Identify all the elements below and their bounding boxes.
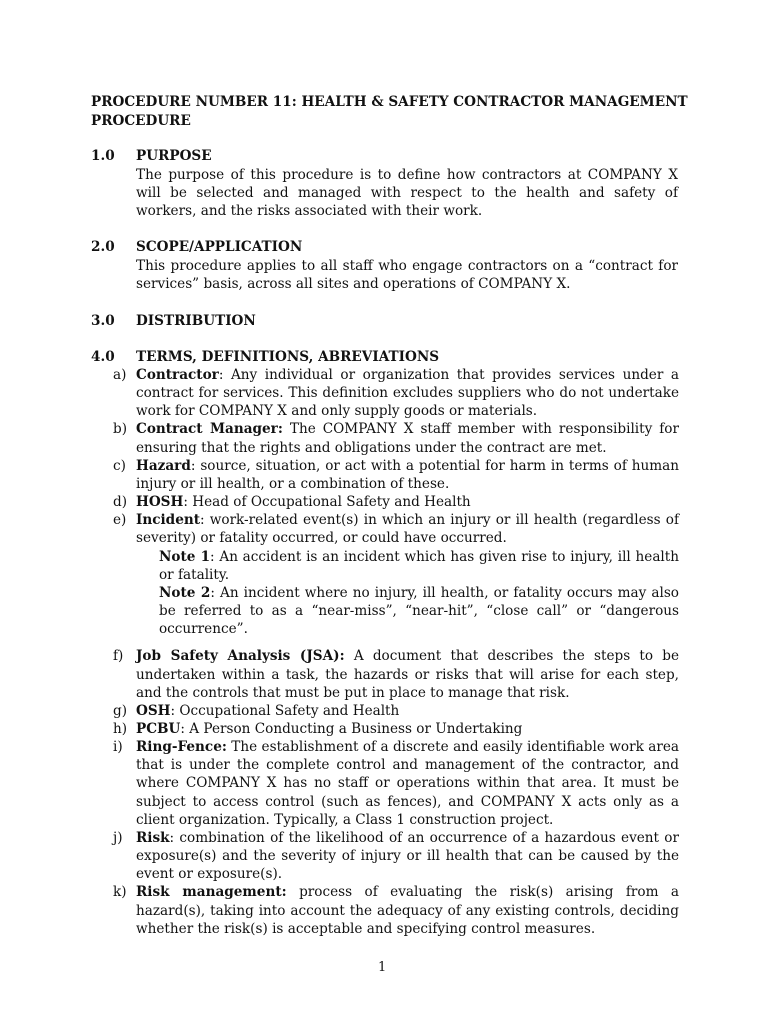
definition-term: HOSH [136,494,184,511]
note-text: : An accident is an incident which has given rise to injury, ill health or fatality. [159,548,679,583]
section-title: PURPOSE [136,148,212,164]
definition-hazard [113,457,679,493]
incident-note-1 [159,548,679,584]
section-terms [91,348,691,367]
definition-term: Contract Manager: [136,421,283,438]
note-text: : An incident where no injury, ill health, or fatality occurs may also be referred to as a “near-miss”, “near-hit”, “close call” or “dangerous occurrence”. [159,584,679,638]
section-heading [91,238,691,257]
section-number: 3.0 [91,313,115,329]
section-number: 4.0 [91,349,115,365]
definition-label: c) [113,457,126,474]
definition-jsa [113,647,679,701]
section-distribution [91,312,691,331]
definition-label: f) [113,648,124,665]
definition-contract-manager [113,420,679,456]
definition-label: b) [113,421,128,438]
definition-text: The establishment of a discrete and easily identifiable work area that is under the complete control and management of the contractor, and where COMPANY X has no staff or operations within that area. It must be subject to access control (such as fences), and COMPANY X acts only as a client organization. Typically, a Class 1 construction project. [136,739,679,828]
definition-text: : combination of the likelihood of an occurrence of a hazardous event or exposure(s) and the severity of injury or ill health that can be caused by the event or exposure(s). [136,829,679,883]
definition-contractor [113,366,679,420]
definition-term: Risk [136,829,170,846]
definition-incident [113,511,679,638]
section-title: SCOPE/APPLICATION [136,239,303,255]
definition-pcbu [113,720,679,738]
incident-note-2 [159,584,679,638]
section-heading [91,348,691,367]
definition-term: Incident [136,512,200,529]
definition-label: h) [113,720,128,737]
definition-text: A document that describes the steps to be undertaken within a task, the hazards or risks that will arise for each step, and the controls that must be put in place to manage that risk. [136,648,679,701]
definition-label: a) [113,367,127,383]
definition-term: PCBU [136,720,181,737]
definition-label: d) [113,494,128,511]
section-body: The purpose of this procedure is to define how contractors at COMPANY X will be selected and managed with respect to the health and safety of workers, and the risks associated with their work. [136,166,678,220]
definition-label: g) [113,702,128,719]
definition-text: : work-related event(s) in which an injury or ill health (regardless of severity) or fatality occurred, or could have occurred. [136,512,679,547]
page-number: 1 [378,960,387,975]
definition-label: e) [113,512,127,529]
section-title: DISTRIBUTION [136,313,256,329]
section-number: 2.0 [91,239,115,255]
section-heading [91,147,691,166]
definition-text: : source, situation, or act with a potential for harm in terms of human injury or ill health, or a combination of these. [136,457,679,492]
section-purpose [91,147,691,220]
section-body: This procedure applies to all staff who engage contractors on a “contract for services” basis, across all sites and operations of COMPANY X. [136,257,678,292]
section-number: 1.0 [91,148,115,164]
definition-text: : Occupational Safety and Health [170,702,400,719]
document-title: PROCEDURE NUMBER 11: HEALTH & SAFETY CONTRACTOR MANAGEMENT PROCEDURE [91,94,688,129]
definition-term: OSH [136,702,171,719]
note-term: Note 2 [159,584,211,601]
definition-label: j) [113,829,123,846]
definition-text: : Any individual or organization that provides services under a contract for services. This definition excludes suppliers who do not undertake work for COMPANY X and only supply goods or materials. [136,367,679,420]
note-term: Note 1 [159,548,211,565]
definition-risk-management [113,883,679,937]
definition-osh [113,702,679,720]
definition-term: Job Safety Analysis (JSA): [136,648,345,665]
definition-term: Ring-Fence: [136,739,227,756]
definition-term: Contractor [136,367,219,383]
definition-text: : A Person Conducting a Business or Undertaking [180,720,523,737]
section-heading [91,312,691,331]
definition-term: Risk management: [136,884,287,901]
definition-term: Hazard [136,457,191,474]
definition-text: : Head of Occupational Safety and Health [183,494,471,511]
definition-hosh [113,493,679,511]
section-title: TERMS, DEFINITIONS, ABREVIATIONS [136,349,440,365]
definition-text: The COMPANY X staff member with responsibility for ensuring that the rights and obligations under the contract are met. [136,421,679,456]
definition-text: process of evaluating the risk(s) arising from a hazard(s), taking into account the adequacy of any existing controls, deciding whether the risk(s) is acceptable and specifying control measures. [136,884,679,937]
definition-risk [113,829,679,883]
definitions-list [113,366,679,938]
definition-label: i) [113,739,123,756]
section-scope [91,238,691,293]
definition-ring-fence [113,738,679,829]
definition-label: k) [113,884,127,901]
